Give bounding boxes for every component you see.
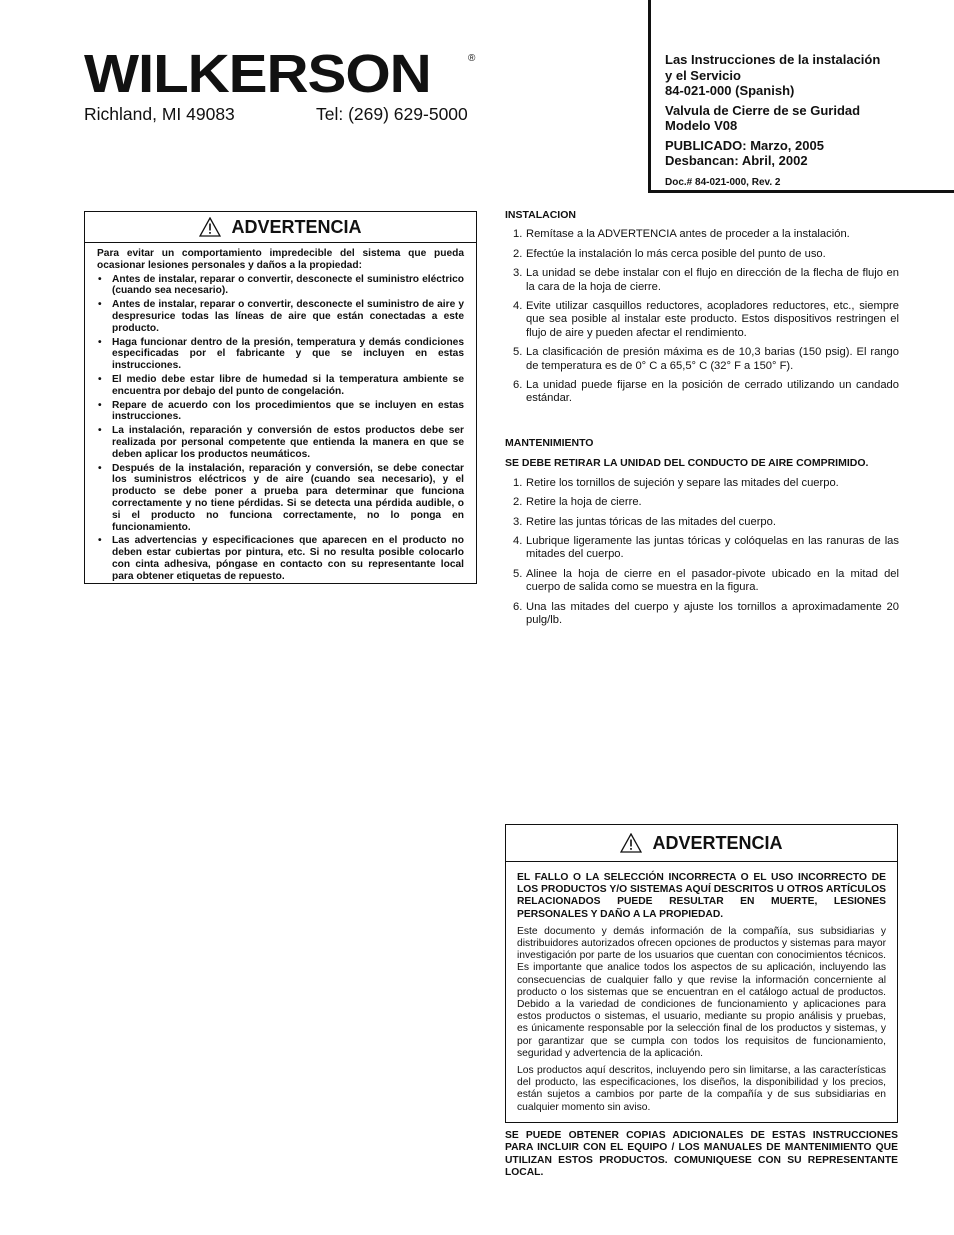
installation-steps <box>505 228 899 405</box>
warning-paragraph: Este documento y demás información de la compañía, sus subsidiarias y distribuidores autorizados ofrecen opciones de productos y sistemas para mayor investigación por parte de los usuarios que cuentan con conocimientos técnicos. Es importante que analice todos los aspectos de su aplicación, incluyendo las consecuencias de cualquier fallo y que revise la información concerniente al producto o los sistemas que se encuentran en el catálogo actual de productos. Debido a la variedad de condiciones de funcionamiento y aplicaciones para estos productos o sistemas, el usuario, mediante su propio análisis y pruebas, es únicamente responsable por la selección final de los productos y sistemas, y por garantizar que se cumpla con todos los requisitos de funcionamiento, seguridad y advertencia de la aplicación. <box>517 925 886 1059</box>
model-name: Modelo V08 <box>665 118 738 133</box>
list-item: 6. La unidad puede fijarse en la posición de cerrado utilizando un candado estándar. <box>513 379 899 405</box>
warning-intro: Para evitar un comportamiento impredecible del sistema que pueda ocasionar lesiones personales y daños a la propiedad: <box>97 248 464 271</box>
published-date: PUBLICADO: Marzo, 2005 <box>665 137 824 153</box>
warning-header <box>506 825 897 862</box>
list-item: • El medio debe estar libre de humedad si la temperatura ambiente se encuentra por debajo del punto de congelación. <box>98 373 464 397</box>
doc-title-line2: y el Servicio <box>665 67 741 83</box>
list-item: 6. Una las mitades del cuerpo y ajuste los tornillos a aproximadamente 20 pulg/lb. <box>513 600 899 627</box>
list-item: 4. Evite utilizar casquillos reductores, acopladores reductores, etc., siempre que sea posible al instalar este producto. Estos dispositivos restringen el flujo de aire y pueden afectar el rendimiento. <box>513 300 899 339</box>
registered-mark: ® <box>468 53 476 64</box>
warning-title: ADVERTENCIA <box>231 216 362 237</box>
doc-number-line: 84-021-000 (Spanish) <box>665 83 795 98</box>
warning-caps-text: EL FALLO O LA SELECCIÓN INCORRECTA O EL USO INCORRECTO DE LOS PRODUCTOS Y/O SISTEMAS AQUÍ DESCRITOS U OTROS ARTÍCULOS RELACIONADOS PUEDE RESULTAR EN MUERTE, LESIONES PERSONALES Y DAÑO A LA PROPIEDAD. <box>517 872 886 920</box>
list-item: 5. Alinee la hoja de cierre en el pasador-pivote ubicado en la mitad del cuerpo de salida como se muestra en la figura. <box>513 567 899 594</box>
product-name: Valvula de Cierre de se Guridad <box>665 102 861 118</box>
installation-section <box>505 209 899 412</box>
list-item: 2. Efectúe la instalación lo más cerca posible del punto de uso. <box>513 247 826 260</box>
document-info-box <box>648 0 954 193</box>
warning-header <box>85 212 476 243</box>
doc-revision: Doc.# 84-021-000, Rev. 2 <box>665 176 781 188</box>
wilkerson-logo <box>84 44 479 104</box>
brand-name: WILKERSON <box>84 44 431 104</box>
section-title: MANTENIMIENTO <box>505 437 594 449</box>
footer-note: SE PUEDE OBTENER COPIAS ADICIONALES DE ESTAS INSTRUCCIONES PARA INCLUIR CON EL EQUIPO / LOS MANUALES DE MANTENIMIENTO QUE UTILIZAN ESTOS PRODUCTOS. COMUNIQUESE CON SU REPRESENTANTE LOCAL. <box>505 1130 898 1178</box>
list-item: • Repare de acuerdo con los procedimientos que se incluyen en estas instrucciones. <box>98 399 464 423</box>
address: Richland, MI 49083 <box>84 104 235 124</box>
list-item: 4. Lubrique ligeramente las juntas tóricas y colóquelas en las ranuras de las mitades del cuerpo. <box>513 535 899 561</box>
list-item: 2. Retire la hoja de cierre. <box>513 496 642 509</box>
list-item: 1. Retire los tornillos de sujeción y separe las mitades del cuerpo. <box>513 476 839 489</box>
doc-title-line1: Las Instrucciones de la instalación <box>665 52 881 67</box>
warning-box-bottom <box>505 824 898 1123</box>
maintenance-steps <box>505 477 899 628</box>
list-item: • Antes de instalar, reparar o convertir, desconecte el suministro de aire y despresurice todas las líneas de aire que están conectadas a este producto. <box>98 299 464 334</box>
list-item: 3. Retire las juntas tóricas de las mitades del cuerpo. <box>513 515 776 528</box>
warning-list <box>97 274 464 583</box>
list-item: • Después de la instalación, reparación y conversión, se debe conectar los suministros eléctricos y de aire (cuando sea necesario), y el producto se debe poner a prueba para determinar que funciona correctamente y no tiene pérdidas. Si se detecta una pérdida audible, o si el producto no funciona correctamente, no lo ponga en funcionamiento. <box>98 462 464 533</box>
warning-triangle-icon <box>620 833 642 853</box>
list-item: 5. La clasificación de presión máxima es de 10,3 barias (150 psig). El rango de temperatura es de 0° C a 65,5° C (32° F a 150° F). <box>513 346 899 372</box>
warning-paragraph: Los productos aquí descritos, incluyendo pero sin limitarse, a las características del producto, las especificaciones, los diseños, la disponibilidad y los precios, están sujetos a cambios por parte de la compañía y de sus subsidiarias en cualquier momento sin aviso. <box>517 1065 886 1113</box>
section-subtitle: SE DEBE RETIRAR LA UNIDAD DEL CONDUCTO DE AIRE COMPRIMIDO. <box>505 457 869 470</box>
list-item: 1. Remítase a la ADVERTENCIA antes de proceder a la instalación. <box>513 228 850 241</box>
warning-triangle-icon <box>199 217 221 237</box>
list-item: • Antes de instalar, reparar o convertir, desconecte el suministro eléctrico (cuando sea necesario). <box>98 273 464 297</box>
warning-box-top <box>84 211 477 584</box>
supersedes-date: Desbancan: Abril, 2002 <box>665 153 808 168</box>
phone: Tel: (269) 629-5000 <box>316 104 468 124</box>
list-item: • Haga funcionar dentro de la presión, temperatura y demás condiciones especificadas por el fabricante y que se incluyen en estas instrucciones. <box>98 336 464 372</box>
list-item: • Las advertencias y especificaciones que aparecen en el producto no deben estar cubiertas por pintura, etc. Si no resulta posible colocarlo con cinta adhesiva, póngase en contacto con su representante local para obtener etiquetas de repuesto. <box>98 535 464 582</box>
section-title: INSTALACION <box>505 209 576 221</box>
list-item: • La instalación, reparación y conversión de estos productos debe ser realizada por personal competente que entienda la manera en que se deben aplicar los productos neumáticos. <box>98 425 464 460</box>
warning-title: ADVERTENCIA <box>652 832 783 853</box>
list-item: 3. La unidad se debe instalar con el flujo en dirección de la flecha de flujo en la cara de la hoja de cierre. <box>513 267 899 293</box>
maintenance-section <box>505 437 899 633</box>
